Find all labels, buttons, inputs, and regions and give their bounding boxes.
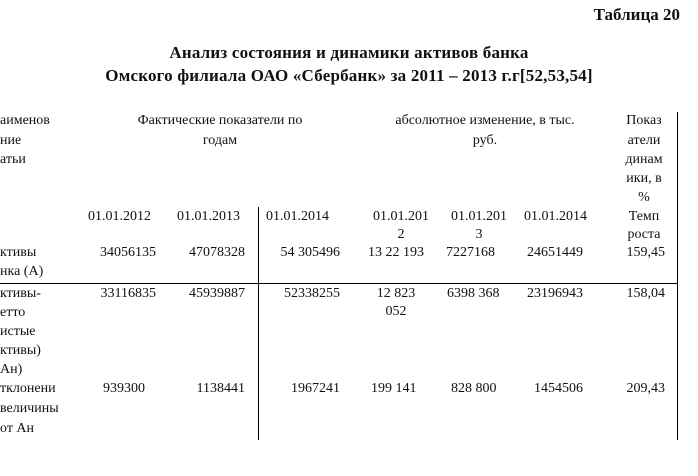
row-abs-2014: 24651449	[527, 245, 583, 260]
row-value-2012: 34056135	[100, 245, 156, 260]
row-name-line: нка (А)	[0, 264, 44, 279]
row-value-2013: 1138441	[196, 381, 245, 396]
divider-factual-col3	[258, 207, 259, 440]
subheader-abs-2013: 01.01.201	[451, 209, 507, 224]
row-abs-2013: 828 800	[451, 381, 497, 396]
row-dynamics: 209,43	[626, 381, 665, 396]
row-name-line: истые	[0, 324, 36, 339]
header-name-line: атьи	[0, 152, 26, 167]
table-title-line1: Анализ состояния и динамики активов банка	[169, 43, 529, 62]
row-abs-2012-wrap: 052	[385, 304, 407, 319]
row-name-line: ктивы-	[0, 286, 41, 301]
row-value-2014: 54 305496	[280, 245, 340, 260]
row-dynamics: 158,04	[626, 286, 665, 301]
subheader-date-2013: 01.01.2013	[177, 209, 240, 224]
subheader-abs-2013-wrap: 3	[475, 227, 483, 242]
subheader-abs-2012-wrap: 2	[397, 227, 405, 242]
header-name-line: ние	[0, 133, 22, 148]
row-name-line: ктивы)	[0, 343, 41, 358]
subheader-date-2012: 01.01.2012	[88, 209, 151, 224]
header-dynamics-line: Показ	[626, 113, 662, 128]
row-abs-2013: 6398 368	[447, 286, 500, 301]
header-dynamics-line: динам	[625, 152, 663, 167]
row-divider-1	[0, 283, 678, 284]
header-name-line: аименов	[0, 113, 50, 128]
row-name-line: величины	[0, 401, 59, 416]
row-value-2014: 1967241	[291, 381, 340, 396]
row-value-2012: 939300	[103, 381, 145, 396]
row-value-2012: 33116835	[100, 286, 156, 301]
row-name-line: ктивы	[0, 245, 37, 260]
header-dynamics-line: атели	[627, 133, 661, 148]
header-dynamics-line: ики, в	[626, 171, 662, 186]
row-abs-2013: 7227168	[446, 245, 495, 260]
row-name-line: от Ан	[0, 421, 35, 436]
row-value-2014: 52338255	[284, 286, 340, 301]
table-number: Таблица 20	[593, 5, 680, 24]
header-factual-line: годам	[202, 133, 238, 148]
row-value-2013: 45939887	[189, 286, 245, 301]
row-name-line: Ан)	[0, 362, 23, 377]
subheader-abs-2014: 01.01.2014	[524, 209, 587, 224]
row-name-line: тклонени	[0, 381, 56, 396]
header-factual-line: Фактические показатели по	[137, 113, 303, 128]
row-value-2013: 47078328	[189, 245, 245, 260]
header-absolute-line: руб.	[472, 133, 498, 148]
row-name-line: етто	[0, 305, 26, 320]
header-dynamics-line: %	[638, 190, 650, 205]
divider-dynamics-col	[677, 112, 678, 440]
row-abs-2012: 199 141	[371, 381, 417, 396]
subheader-dynamics-wrap: роста	[627, 227, 661, 242]
header-absolute-line: абсолютное изменение, в тыс.	[395, 113, 575, 128]
row-abs-2012: 12 823	[376, 286, 416, 301]
row-dynamics: 159,45	[626, 245, 665, 260]
subheader-abs-2012: 01.01.201	[373, 209, 429, 224]
row-abs-2014: 23196943	[527, 286, 583, 301]
subheader-date-2014: 01.01.2014	[266, 209, 329, 224]
subheader-dynamics: Темп	[628, 209, 660, 224]
row-abs-2012: 13 22 193	[368, 245, 424, 260]
table-title-line2: Омского филиала ОАО «Сбербанк» за 2011 – 2013 г.г[52,53,54]	[105, 66, 593, 85]
row-abs-2014: 1454506	[534, 381, 583, 396]
